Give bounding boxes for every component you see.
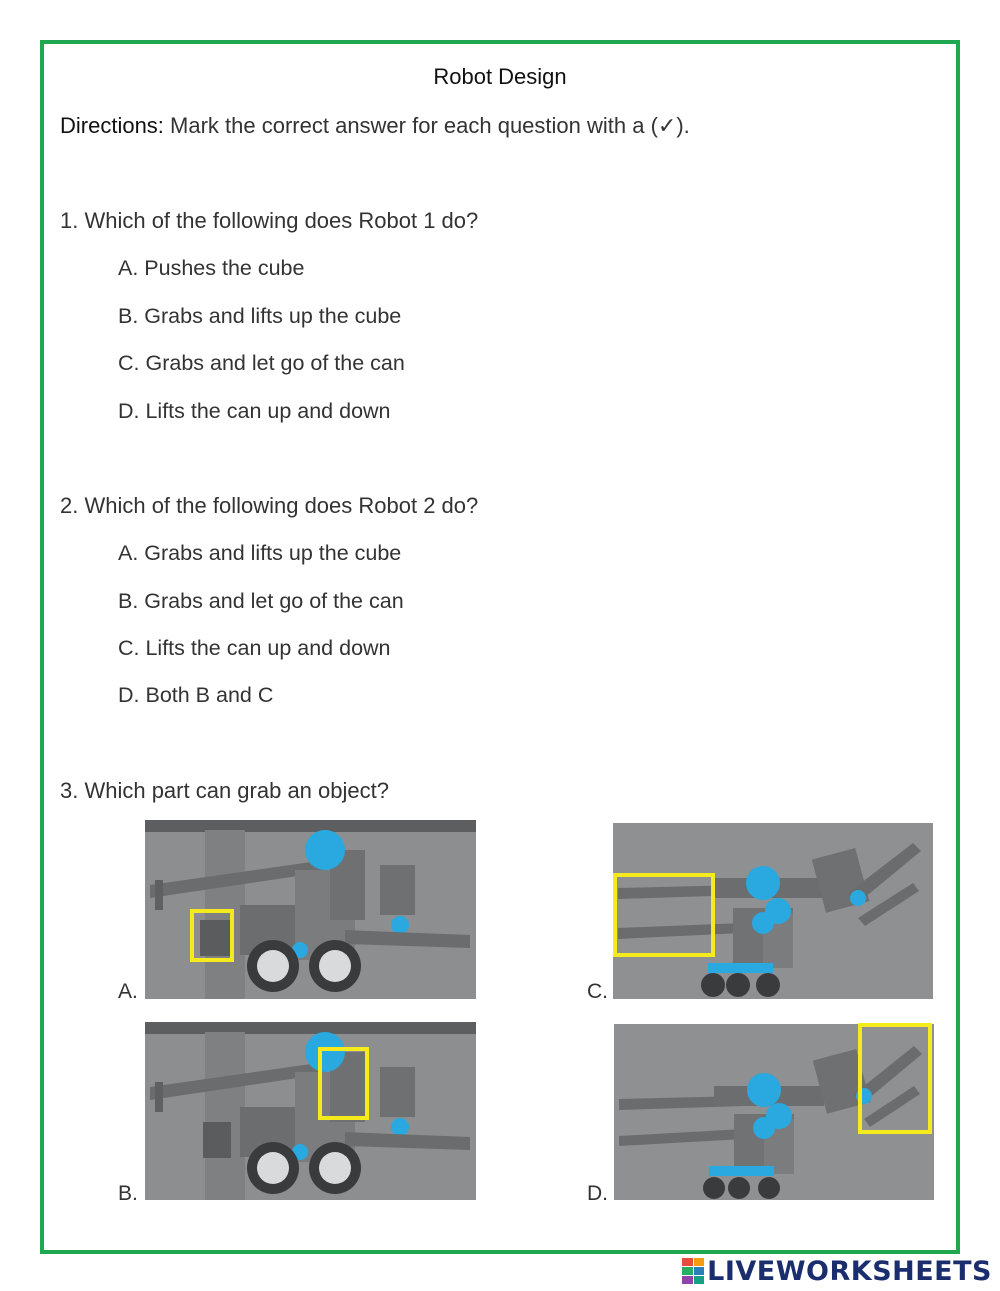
highlight-box-a (190, 909, 234, 962)
logo-tile-v (682, 1267, 693, 1275)
q1-option-c[interactable]: C. Grabs and let go of the can (118, 351, 405, 375)
q1-option-b[interactable]: B. Grabs and lifts up the cube (118, 304, 402, 328)
liveworksheets-brand: LIVEWORKSHEETS (707, 1255, 992, 1287)
question-3-prompt: 3. Which part can grab an object? (60, 778, 389, 803)
q3-image-label-c[interactable]: C. (587, 980, 608, 1003)
liveworksheets-logo-icon (682, 1258, 704, 1284)
directions (60, 113, 690, 139)
q1-option-d[interactable]: D. Lifts the can up and down (118, 399, 391, 423)
logo-tile-e (694, 1267, 705, 1275)
robot-image-b[interactable] (145, 1022, 476, 1200)
highlight-box-b (318, 1047, 369, 1120)
q3-image-label-b[interactable]: B. (118, 1182, 138, 1205)
q2-option-a[interactable]: A. Grabs and lifts up the cube (118, 541, 402, 565)
directions-label: Directions: (60, 113, 164, 138)
logo-tile-5 (682, 1276, 693, 1284)
q3-image-label-d[interactable]: D. (587, 1182, 608, 1205)
q2-option-d[interactable]: D. Both B and C (118, 683, 274, 707)
logo-tile-6 (694, 1276, 705, 1284)
directions-text: Mark the correct answer for each question with a (✓). (163, 113, 690, 138)
question-1-prompt: 1. Which of the following does Robot 1 do? (60, 208, 479, 233)
question-2-prompt: 2. Which of the following does Robot 2 do? (60, 493, 479, 518)
logo-tile-l (682, 1258, 693, 1266)
q2-option-b[interactable]: B. Grabs and let go of the can (118, 589, 404, 613)
q2-option-c[interactable]: C. Lifts the can up and down (118, 636, 391, 660)
logo-tile-i (694, 1258, 705, 1266)
liveworksheets-footer (682, 1254, 992, 1288)
q3-image-label-a[interactable]: A. (118, 980, 138, 1003)
q1-option-a[interactable]: A. Pushes the cube (118, 256, 305, 280)
highlight-box-c (613, 873, 715, 957)
highlight-box-d (858, 1023, 932, 1134)
page-title: Robot Design (433, 64, 567, 89)
